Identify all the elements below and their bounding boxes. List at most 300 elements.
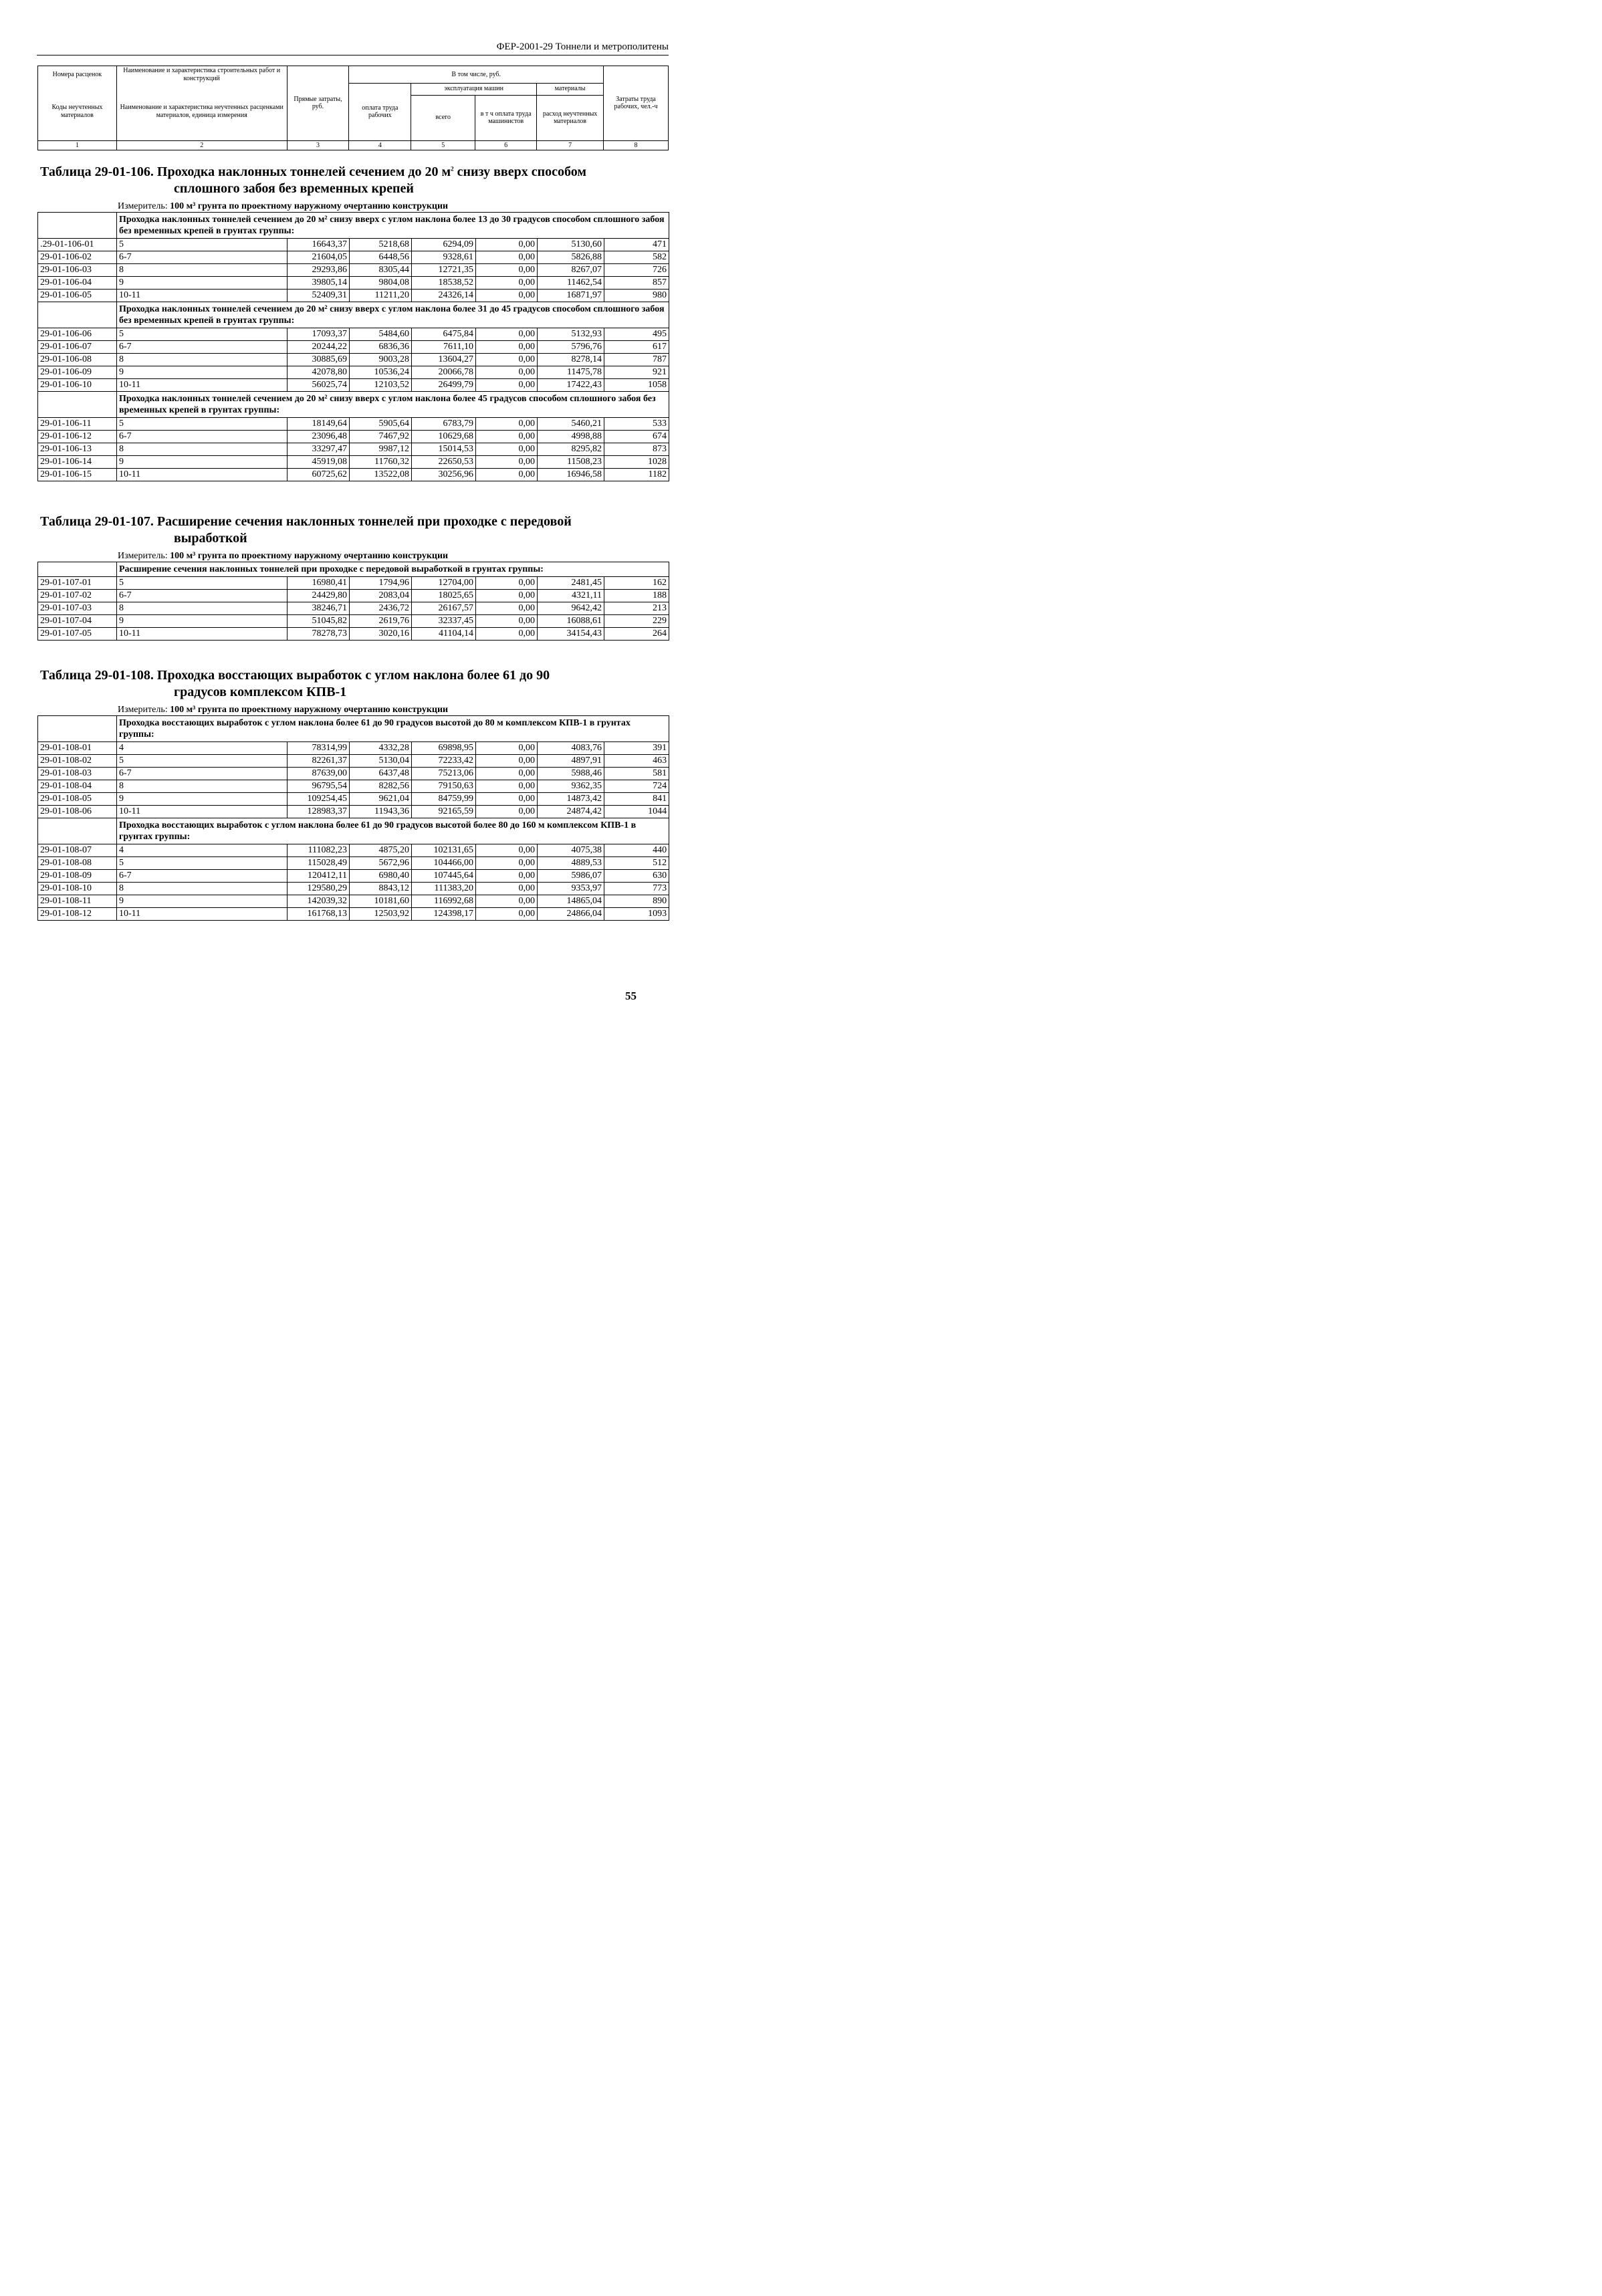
cell-col5: 84759,99	[412, 793, 476, 806]
cell-col6: 0,00	[476, 341, 538, 354]
cell-col7: 9362,35	[538, 780, 604, 793]
table-row	[38, 768, 669, 780]
incl-head: В том числе, руб.	[349, 66, 604, 84]
cell-col8: 213	[604, 602, 669, 615]
cell-col3: 20244,22	[288, 341, 350, 354]
cell-col3: 21604,05	[288, 251, 350, 264]
blank-cell	[38, 562, 117, 577]
cell-col4: 11943,36	[350, 806, 412, 818]
cell-col2: 10-11	[117, 806, 288, 818]
table-row	[38, 628, 669, 641]
cell-col7: 4083,76	[538, 742, 604, 755]
cell-col8: 630	[604, 870, 669, 883]
cell-col4: 5218,68	[350, 239, 412, 251]
page-number: 55	[625, 990, 637, 1002]
cell-col5: 30256,96	[412, 469, 476, 481]
group-subtitle: Проходка наклонных тоннелей сечением до 20 м² снизу вверх с углом наклона более 13 до 30 градусов способом сплошного забоя без временных крепей в грунтах группы:	[117, 213, 669, 239]
cell-col1: 29-01-106-09	[38, 366, 117, 379]
cell-col7: 4075,38	[538, 844, 604, 857]
machines-head: эксплуатация машин	[411, 83, 537, 95]
cell-col5: 15014,53	[412, 443, 476, 456]
blank-cell	[38, 716, 117, 742]
cell-col8: 495	[604, 328, 669, 341]
cell-col8: 726	[604, 264, 669, 277]
cell-col4: 2083,04	[350, 590, 412, 602]
cell-col1: 29-01-106-04	[38, 277, 117, 290]
cell-col4: 4332,28	[350, 742, 412, 755]
table-row	[38, 615, 669, 628]
cell-col6: 0,00	[476, 379, 538, 392]
cell-col1: 29-01-108-09	[38, 870, 117, 883]
col1-top: Номера расценок	[38, 66, 117, 84]
cell-col1: 29-01-108-10	[38, 883, 117, 895]
table-row	[38, 590, 669, 602]
cell-col8: 921	[604, 366, 669, 379]
col5-head: всего	[411, 95, 475, 140]
cell-col7: 8278,14	[538, 354, 604, 366]
cell-col5: 13604,27	[412, 354, 476, 366]
cell-col5: 9328,61	[412, 251, 476, 264]
cell-col8: 1044	[604, 806, 669, 818]
cell-col1: 29-01-107-01	[38, 577, 117, 590]
cell-col8: 582	[604, 251, 669, 264]
col-num-4: 4	[349, 140, 411, 150]
cell-col5: 18538,52	[412, 277, 476, 290]
cell-col3: 142039,32	[288, 895, 350, 908]
cell-col8: 674	[604, 431, 669, 443]
cell-col8: 264	[604, 628, 669, 641]
cell-col4: 4875,20	[350, 844, 412, 857]
cell-col7: 4889,53	[538, 857, 604, 870]
cell-col2: 9	[117, 895, 288, 908]
cell-col4: 11211,20	[350, 290, 412, 302]
cell-col8: 1093	[604, 908, 669, 921]
col2-bottom: Наименование и характеристика неучтенных расценками материалов, единица измерения	[116, 83, 287, 140]
cell-col5: 6294,09	[412, 239, 476, 251]
cell-col5: 10629,68	[412, 431, 476, 443]
cell-col4: 3020,16	[350, 628, 412, 641]
cell-col2: 5	[117, 418, 288, 431]
cell-col2: 6-7	[117, 341, 288, 354]
cell-col5: 41104,14	[412, 628, 476, 641]
cell-col3: 33297,47	[288, 443, 350, 456]
cell-col7: 5826,88	[538, 251, 604, 264]
table-title-line2: сплошного забоя без временных крепей	[174, 181, 414, 196]
table-title-line2: градусов комплексом КПВ-1	[174, 685, 347, 699]
col4-head: оплата труда рабочих	[349, 83, 411, 140]
cell-col2: 8	[117, 780, 288, 793]
cell-col8: 1028	[604, 456, 669, 469]
cell-col8: 440	[604, 844, 669, 857]
cell-col4: 6980,40	[350, 870, 412, 883]
cell-col3: 17093,37	[288, 328, 350, 341]
table-row	[38, 780, 669, 793]
cell-col4: 12503,92	[350, 908, 412, 921]
group-subtitle-row	[38, 213, 669, 239]
cell-col1: 29-01-108-03	[38, 768, 117, 780]
col3-head: Прямые затраты, руб.	[287, 66, 349, 141]
cell-col3: 109254,45	[288, 793, 350, 806]
cell-col3: 128983,37	[288, 806, 350, 818]
measure-text: 100 м³ грунта по проектному наружному очертанию конструкции	[170, 551, 449, 561]
cell-col8: 1182	[604, 469, 669, 481]
cell-col6: 0,00	[476, 239, 538, 251]
cell-col2: 10-11	[117, 379, 288, 392]
table-row	[38, 883, 669, 895]
cell-col4: 7467,92	[350, 431, 412, 443]
cell-col6: 0,00	[476, 277, 538, 290]
cell-col3: 39805,14	[288, 277, 350, 290]
table-row	[38, 793, 669, 806]
cell-col3: 161768,13	[288, 908, 350, 921]
cell-col8: 724	[604, 780, 669, 793]
cell-col2: 10-11	[117, 628, 288, 641]
cell-col8: 162	[604, 577, 669, 590]
cell-col5: 12721,35	[412, 264, 476, 277]
col1-bottom: Коды неучтенных материалов	[38, 83, 117, 140]
table-29-01-106-section	[37, 164, 669, 481]
cell-col3: 51045,82	[288, 615, 350, 628]
table-row	[38, 418, 669, 431]
table-row	[38, 806, 669, 818]
cell-col7: 4321,11	[538, 590, 604, 602]
cell-col1: 29-01-108-07	[38, 844, 117, 857]
cell-col6: 0,00	[476, 870, 538, 883]
cell-col3: 96795,54	[288, 780, 350, 793]
cell-col3: 111082,23	[288, 844, 350, 857]
cell-col3: 29293,86	[288, 264, 350, 277]
cell-col1: 29-01-107-02	[38, 590, 117, 602]
cell-col6: 0,00	[476, 742, 538, 755]
materials-head: материалы	[537, 83, 604, 95]
group-subtitle-row	[38, 818, 669, 844]
cell-col7: 5988,46	[538, 768, 604, 780]
cell-col8: 617	[604, 341, 669, 354]
cell-col2: 5	[117, 328, 288, 341]
table-row	[38, 742, 669, 755]
cell-col5: 75213,06	[412, 768, 476, 780]
cell-col4: 6448,56	[350, 251, 412, 264]
blank-cell	[38, 818, 117, 844]
cell-col5: 69898,95	[412, 742, 476, 755]
col-num-1: 1	[38, 140, 117, 150]
col-num-6: 6	[475, 140, 537, 150]
cell-col8: 890	[604, 895, 669, 908]
cell-col6: 0,00	[476, 418, 538, 431]
cell-col4: 10181,60	[350, 895, 412, 908]
cell-col5: 7611,10	[412, 341, 476, 354]
cell-col7: 17422,43	[538, 379, 604, 392]
cell-col1: 29-01-107-03	[38, 602, 117, 615]
cell-col6: 0,00	[476, 908, 538, 921]
cell-col7: 16946,58	[538, 469, 604, 481]
cell-col4: 13522,08	[350, 469, 412, 481]
cell-col8: 1058	[604, 379, 669, 392]
cell-col8: 512	[604, 857, 669, 870]
cell-col3: 60725,62	[288, 469, 350, 481]
cell-col8: 581	[604, 768, 669, 780]
title-superscript: 2	[451, 165, 454, 173]
cell-col4: 2619,76	[350, 615, 412, 628]
cell-col5: 6783,79	[412, 418, 476, 431]
table-row	[38, 577, 669, 590]
cell-col1: 29-01-106-15	[38, 469, 117, 481]
cell-col3: 87639,00	[288, 768, 350, 780]
cell-col7: 16088,61	[538, 615, 604, 628]
cell-col3: 38246,71	[288, 602, 350, 615]
cell-col7: 2481,45	[538, 577, 604, 590]
cell-col6: 0,00	[476, 577, 538, 590]
cell-col6: 0,00	[476, 431, 538, 443]
cell-col3: 45919,08	[288, 456, 350, 469]
table-title-part: Таблица 29-01-106. Проходка наклонных тоннелей сечением до 20 м	[40, 164, 451, 179]
cell-col6: 0,00	[476, 290, 538, 302]
table-row	[38, 844, 669, 857]
cell-col1: 29-01-108-11	[38, 895, 117, 908]
cell-col5: 32337,45	[412, 615, 476, 628]
cell-col4: 5672,96	[350, 857, 412, 870]
cell-col3: 42078,80	[288, 366, 350, 379]
cell-col7: 9642,42	[538, 602, 604, 615]
cell-col1: 29-01-108-06	[38, 806, 117, 818]
cell-col8: 857	[604, 277, 669, 290]
cell-col4: 6437,48	[350, 768, 412, 780]
cell-col7: 5132,93	[538, 328, 604, 341]
cell-col3: 52409,31	[288, 290, 350, 302]
cell-col1: 29-01-106-10	[38, 379, 117, 392]
cell-col1: 29-01-106-06	[38, 328, 117, 341]
cell-col2: 9	[117, 793, 288, 806]
cell-col4: 11760,32	[350, 456, 412, 469]
cell-col5: 102131,65	[412, 844, 476, 857]
blank-cell	[38, 213, 117, 239]
cell-col7: 11508,23	[538, 456, 604, 469]
table-row	[38, 379, 669, 392]
cell-col2: 8	[117, 443, 288, 456]
col-num-5: 5	[411, 140, 475, 150]
table-title-line2: выработкой	[174, 531, 247, 546]
cell-col7: 11475,78	[538, 366, 604, 379]
cell-col1: 29-01-108-08	[38, 857, 117, 870]
cell-col7: 5986,07	[538, 870, 604, 883]
cell-col1: 29-01-108-04	[38, 780, 117, 793]
cell-col2: 8	[117, 264, 288, 277]
cell-col6: 0,00	[476, 883, 538, 895]
cell-col7: 9353,97	[538, 883, 604, 895]
cell-col6: 0,00	[476, 251, 538, 264]
table-row	[38, 908, 669, 921]
cell-col5: 12704,00	[412, 577, 476, 590]
group-subtitle: Расширение сечения наклонных тоннелей при проходке с передовой выработкой в грунтах группы:	[117, 562, 669, 577]
cell-col2: 4	[117, 844, 288, 857]
cell-col5: 124398,17	[412, 908, 476, 921]
table-row	[38, 870, 669, 883]
cell-col8: 980	[604, 290, 669, 302]
cell-col3: 16643,37	[288, 239, 350, 251]
cell-col2: 10-11	[117, 908, 288, 921]
table-row	[38, 857, 669, 870]
table-row	[38, 290, 669, 302]
cell-col1: 29-01-107-05	[38, 628, 117, 641]
cell-col5: 116992,68	[412, 895, 476, 908]
cell-col5: 104466,00	[412, 857, 476, 870]
cell-col7: 14865,04	[538, 895, 604, 908]
cell-col5: 18025,65	[412, 590, 476, 602]
cell-col6: 0,00	[476, 806, 538, 818]
cell-col6: 0,00	[476, 628, 538, 641]
cell-col2: 8	[117, 602, 288, 615]
cell-col1: 29-01-106-03	[38, 264, 117, 277]
measure-label: Измеритель:	[118, 551, 170, 561]
cell-col1: 29-01-108-01	[38, 742, 117, 755]
cell-col2: 5	[117, 857, 288, 870]
cell-col1: 29-01-106-13	[38, 443, 117, 456]
cell-col4: 5905,64	[350, 418, 412, 431]
cell-col2: 8	[117, 883, 288, 895]
cell-col2: 4	[117, 742, 288, 755]
cell-col7: 8267,07	[538, 264, 604, 277]
cell-col6: 0,00	[476, 456, 538, 469]
cell-col4: 12103,52	[350, 379, 412, 392]
cell-col6: 0,00	[476, 780, 538, 793]
cell-col3: 24429,80	[288, 590, 350, 602]
group-subtitle: Проходка восстающих выработок с углом наклона более 61 до 90 градусов высотой до 80 м комплексом КПВ-1 в грунтах группы:	[117, 716, 669, 742]
cell-col7: 24874,42	[538, 806, 604, 818]
cell-col8: 773	[604, 883, 669, 895]
col8-head: Затраты труда рабочих, чел.-ч	[604, 66, 669, 141]
cell-col3: 78278,73	[288, 628, 350, 641]
cell-col2: 10-11	[117, 469, 288, 481]
cell-col4: 5484,60	[350, 328, 412, 341]
cell-col6: 0,00	[476, 602, 538, 615]
data-table	[37, 715, 669, 921]
cell-col8: 533	[604, 418, 669, 431]
group-subtitle-row	[38, 392, 669, 418]
table-row	[38, 443, 669, 456]
table-row	[38, 354, 669, 366]
table-title	[40, 164, 669, 197]
cell-col6: 0,00	[476, 857, 538, 870]
data-table	[37, 212, 669, 481]
cell-col1: 29-01-106-11	[38, 418, 117, 431]
cell-col2: 5	[117, 577, 288, 590]
cell-col1: 29-01-108-12	[38, 908, 117, 921]
cell-col8: 229	[604, 615, 669, 628]
table-row	[38, 239, 669, 251]
cell-col5: 26167,57	[412, 602, 476, 615]
col-num-8: 8	[604, 140, 669, 150]
col7-head: расход неучтенных материалов	[537, 95, 604, 140]
cell-col2: 6-7	[117, 251, 288, 264]
col-num-3: 3	[287, 140, 349, 150]
cell-col1: 29-01-106-08	[38, 354, 117, 366]
cell-col2: 6-7	[117, 590, 288, 602]
cell-col5: 111383,20	[412, 883, 476, 895]
cell-col2: 6-7	[117, 431, 288, 443]
data-table	[37, 562, 669, 641]
cell-col3: 16980,41	[288, 577, 350, 590]
cell-col4: 8305,44	[350, 264, 412, 277]
measure-line	[118, 551, 669, 562]
cell-col3: 23096,48	[288, 431, 350, 443]
cell-col4: 6836,36	[350, 341, 412, 354]
cell-col1: .29-01-106-01	[38, 239, 117, 251]
group-subtitle: Проходка восстающих выработок с углом наклона более 61 до 90 градусов высотой более 80 до 160 м комплексом КПВ-1 в грунтах группы:	[117, 818, 669, 844]
col2-top: Наименование и характеристика строительных работ и конструкций	[116, 66, 287, 84]
group-subtitle: Проходка наклонных тоннелей сечением до 20 м² снизу вверх с углом наклона более 31 до 45 градусов способом сплошного забоя без временных крепей в грунтах группы:	[117, 302, 669, 328]
col-num-2: 2	[116, 140, 287, 150]
cell-col1: 29-01-108-05	[38, 793, 117, 806]
cell-col2: 9	[117, 277, 288, 290]
cell-col1: 29-01-106-02	[38, 251, 117, 264]
cell-col7: 11462,54	[538, 277, 604, 290]
cell-col5: 26499,79	[412, 379, 476, 392]
group-subtitle-row	[38, 562, 669, 577]
table-row	[38, 277, 669, 290]
cell-col5: 22650,53	[412, 456, 476, 469]
table-row	[38, 602, 669, 615]
column-header-table	[37, 66, 669, 150]
blank-cell	[38, 392, 117, 418]
cell-col2: 9	[117, 615, 288, 628]
cell-col3: 18149,64	[288, 418, 350, 431]
cell-col1: 29-01-106-12	[38, 431, 117, 443]
cell-col6: 0,00	[476, 895, 538, 908]
cell-col2: 6-7	[117, 768, 288, 780]
cell-col3: 115028,49	[288, 857, 350, 870]
cell-col7: 16871,97	[538, 290, 604, 302]
table-29-01-107-section	[37, 513, 669, 641]
table-row	[38, 251, 669, 264]
cell-col7: 34154,43	[538, 628, 604, 641]
cell-col6: 0,00	[476, 354, 538, 366]
table-row	[38, 431, 669, 443]
cell-col7: 5460,21	[538, 418, 604, 431]
table-title-part: Таблица 29-01-107. Расширение сечения наклонных тоннелей при проходке с передовой	[40, 514, 572, 529]
cell-col3: 120412,11	[288, 870, 350, 883]
cell-col4: 2436,72	[350, 602, 412, 615]
cell-col5: 72233,42	[412, 755, 476, 768]
group-subtitle-row	[38, 716, 669, 742]
cell-col5: 24326,14	[412, 290, 476, 302]
measure-text: 100 м³ грунта по проектному наружному очертанию конструкции	[170, 705, 449, 715]
table-row	[38, 895, 669, 908]
cell-col4: 8282,56	[350, 780, 412, 793]
cell-col5: 107445,64	[412, 870, 476, 883]
cell-col3: 129580,29	[288, 883, 350, 895]
cell-col7: 5796,76	[538, 341, 604, 354]
cell-col8: 841	[604, 793, 669, 806]
cell-col3: 56025,74	[288, 379, 350, 392]
cell-col4: 9804,08	[350, 277, 412, 290]
table-row	[38, 469, 669, 481]
cell-col8: 873	[604, 443, 669, 456]
cell-col6: 0,00	[476, 615, 538, 628]
cell-col7: 5130,60	[538, 239, 604, 251]
table-row	[38, 456, 669, 469]
measure-label: Измеритель:	[118, 201, 170, 211]
cell-col2: 6-7	[117, 870, 288, 883]
cell-col1: 29-01-106-14	[38, 456, 117, 469]
group-subtitle: Проходка наклонных тоннелей сечением до 20 м² снизу вверх с углом наклона более 45 градусов способом сплошного забоя без временных крепей в грунтах группы:	[117, 392, 669, 418]
measure-text: 100 м³ грунта по проектному наружному очертанию конструкции	[170, 201, 449, 211]
cell-col4: 5130,04	[350, 755, 412, 768]
table-row	[38, 755, 669, 768]
cell-col2: 5	[117, 755, 288, 768]
col-num-7: 7	[537, 140, 604, 150]
table-title-part: Таблица 29-01-108. Проходка восстающих выработок с углом наклона более 61 до 90	[40, 668, 550, 683]
cell-col5: 92165,59	[412, 806, 476, 818]
